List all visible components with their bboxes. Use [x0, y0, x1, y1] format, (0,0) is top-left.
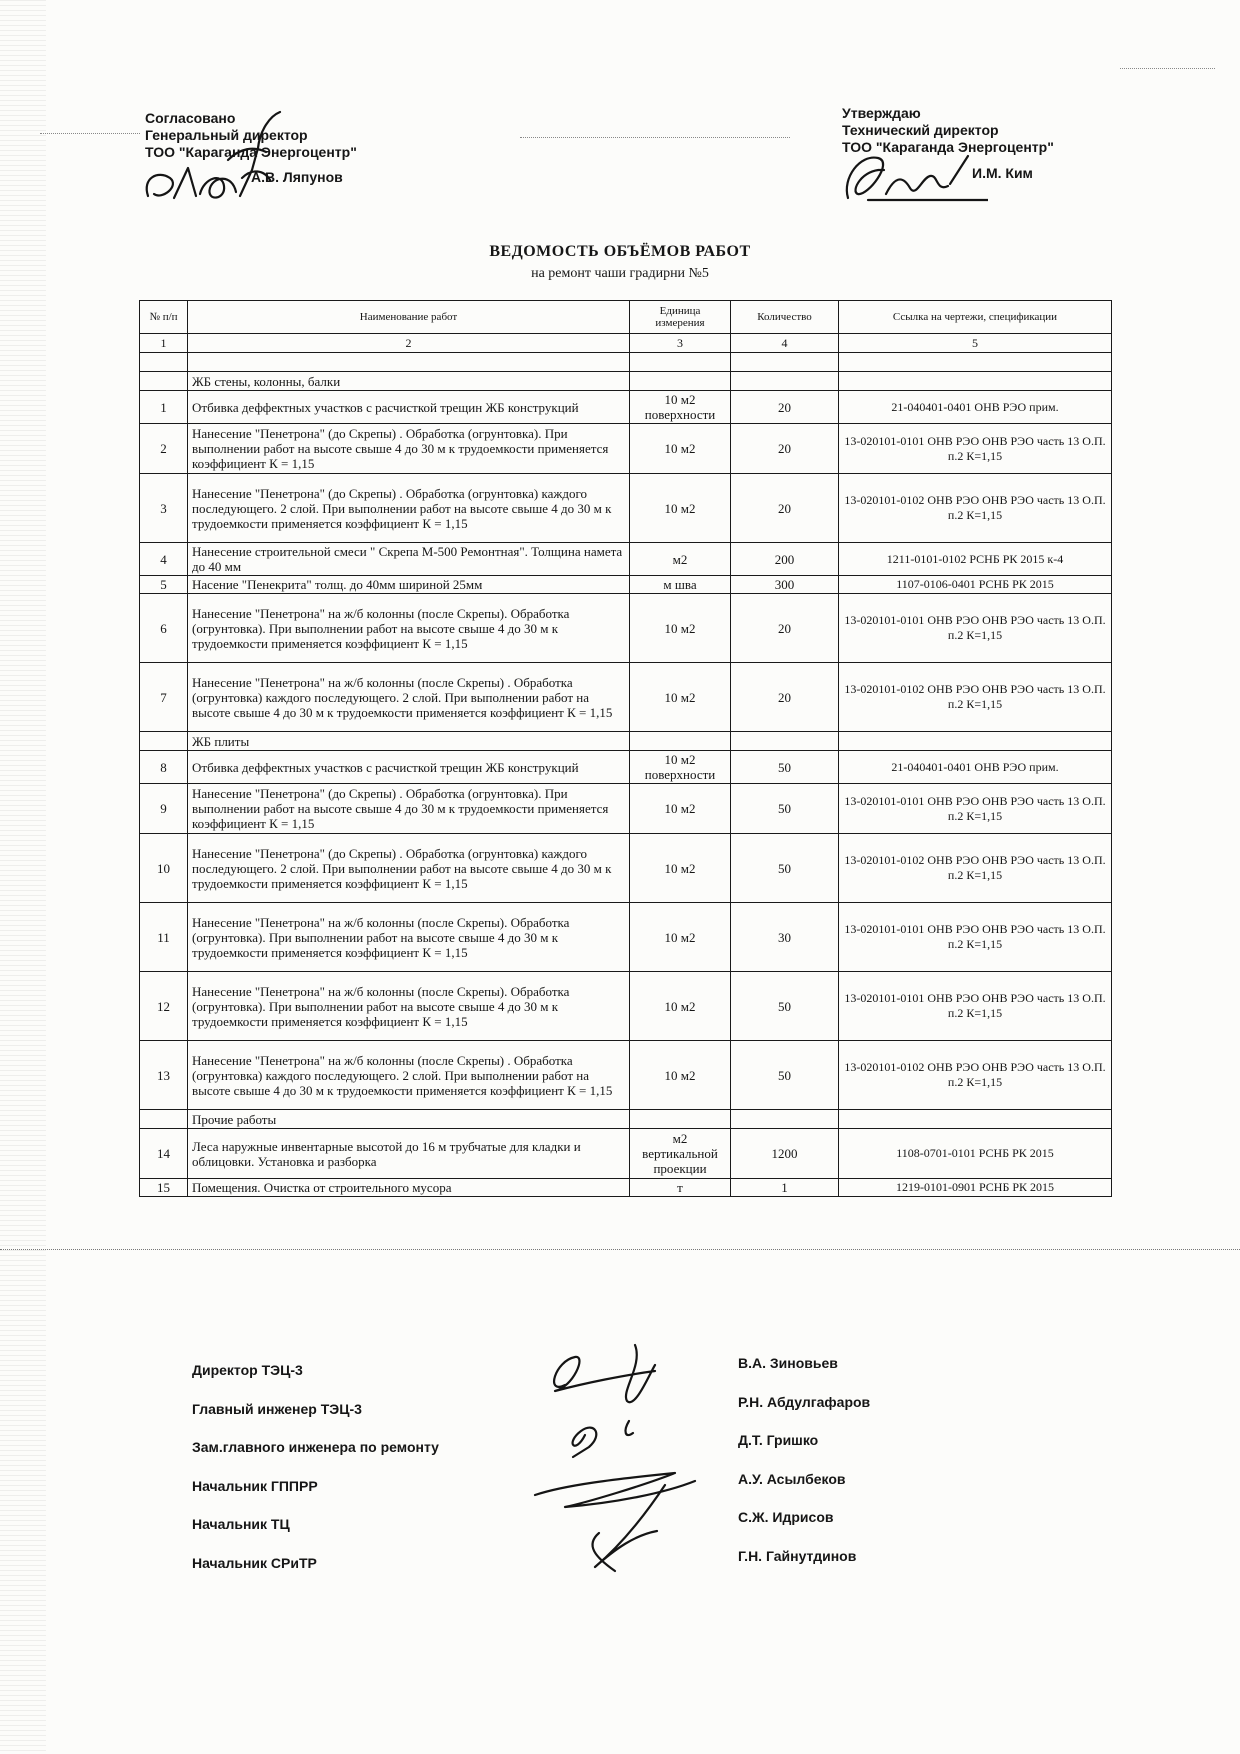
- work-name: Насение "Пенекрита" толщ. до 40мм шириной 25мм: [188, 576, 630, 594]
- unit-cell: 10 м2: [630, 972, 731, 1041]
- section-title: ЖБ плиты: [188, 732, 630, 751]
- reference-cell: 1108-0701-0101 РСНБ РК 2015: [839, 1129, 1112, 1179]
- scan-fold-line: [0, 1249, 1240, 1250]
- signatory-name: Р.Н. Абдулгафаров: [738, 1393, 871, 1410]
- table-row: [140, 576, 1112, 594]
- table-row: [140, 1179, 1112, 1197]
- table-row: [140, 391, 1112, 424]
- unit-cell: 10 м2: [630, 1041, 731, 1110]
- unit-cell: м2: [630, 543, 731, 576]
- row-number: 9: [140, 784, 188, 834]
- row-number: 8: [140, 751, 188, 784]
- header-ref: Ссылка на чертежи, спецификации: [839, 301, 1112, 334]
- work-name: Нанесение "Пенетрона" на ж/б колонны (после Скрепы). Обработка (огрунтовка). При выполнении работ на высоте свыше 4 до 30 м к трудоемкости применяется коэффициент К = 1,15: [188, 903, 630, 972]
- row-number: 1: [140, 391, 188, 424]
- row-number: 15: [140, 1179, 188, 1197]
- agreed-name: А.В. Ляпунов: [251, 169, 343, 185]
- quantity-cell: 50: [731, 972, 839, 1041]
- row-number: 11: [140, 903, 188, 972]
- work-name: Нанесение "Пенетрона" (до Скрепы) . Обработка (огрунтовка). При выполнении работ на высоте свыше 4 до 30 м к трудоемкости применяется коэффициент К = 1,15: [188, 424, 630, 474]
- header-unit: Единица измерения: [630, 301, 731, 334]
- signatory-position: Начальник СРиТР: [192, 1554, 317, 1571]
- works-table: [139, 300, 1112, 1197]
- work-name: Нанесение "Пенетрона" (до Скрепы) . Обработка (огрунтовка) каждого последующего. 2 слой. При выполнении работ на высоте свыше 4 до 30 м к трудоемкости применяется коэффициент К = 1,15: [188, 834, 630, 903]
- signatory-name: Д.Т. Гришко: [738, 1432, 819, 1448]
- table-row: [140, 834, 1112, 903]
- agreed-position: Генеральный директор: [145, 127, 308, 143]
- reference-cell: 13-020101-0101 ОНВ РЭО ОНВ РЭО часть 13 О.П. п.2 К=1,15: [839, 594, 1112, 663]
- reference-cell: 13-020101-0101 ОНВ РЭО ОНВ РЭО часть 13 О.П. п.2 К=1,15: [839, 903, 1112, 972]
- section-row: [140, 372, 1112, 391]
- row-number: 14: [140, 1129, 188, 1179]
- unit-cell: 10 м2 поверхности: [630, 751, 731, 784]
- reference-cell: 13-020101-0101 ОНВ РЭО ОНВ РЭО часть 13 О.П. п.2 К=1,15: [839, 972, 1112, 1041]
- table-row: [140, 594, 1112, 663]
- table-row: [140, 424, 1112, 474]
- quantity-cell: 20: [731, 391, 839, 424]
- header-no: № п/п: [140, 301, 188, 334]
- reference-cell: 13-020101-0102 ОНВ РЭО ОНВ РЭО часть 13 О.П. п.2 К=1,15: [839, 834, 1112, 903]
- section-row: [140, 732, 1112, 751]
- row-number: 4: [140, 543, 188, 576]
- header-dotted-line-right: [1120, 68, 1215, 69]
- quantity-cell: 20: [731, 663, 839, 732]
- work-name: Отбивка деффектных участков с расчисткой трещин ЖБ конструкций: [188, 391, 630, 424]
- agreed-label: Согласовано: [145, 110, 236, 126]
- reference-cell: 13-020101-0101 ОНВ РЭО ОНВ РЭО часть 13 О.П. п.2 К=1,15: [839, 784, 1112, 834]
- header-qty: Количество: [731, 301, 839, 334]
- unit-cell: 10 м2: [630, 663, 731, 732]
- approved-block: [842, 105, 1054, 182]
- column-number: 3: [630, 334, 731, 353]
- work-name: Помещения. Очистка от строительного мусора: [188, 1179, 630, 1197]
- unit-cell: 10 м2 поверхности: [630, 391, 731, 424]
- row-number: 5: [140, 576, 188, 594]
- signatory-name: Г.Н. Гайнутдинов: [738, 1547, 857, 1564]
- row-number: 2: [140, 424, 188, 474]
- section-title: ЖБ стены, колонны, балки: [188, 372, 630, 391]
- row-number: 7: [140, 663, 188, 732]
- quantity-cell: 30: [731, 903, 839, 972]
- spacer-row: [140, 353, 1112, 372]
- works-table-body: [140, 372, 1112, 1197]
- reference-cell: 13-020101-0102 ОНВ РЭО ОНВ РЭО часть 13 О.П. п.2 К=1,15: [839, 1041, 1112, 1110]
- table-row: [140, 903, 1112, 972]
- quantity-cell: 50: [731, 834, 839, 903]
- table-row: [140, 663, 1112, 732]
- quantity-cell: 50: [731, 751, 839, 784]
- work-name: Нанесение "Пенетрона" на ж/б колонны (после Скрепы). Обработка (огрунтовка). При выполнении работ на высоте свыше 4 до 30 м к трудоемкости применяется коэффициент К = 1,15: [188, 594, 630, 663]
- unit-cell: 10 м2: [630, 424, 731, 474]
- table-header-row: [140, 301, 1112, 334]
- reference-cell: 13-020101-0102 ОНВ РЭО ОНВ РЭО часть 13 О.П. п.2 К=1,15: [839, 474, 1112, 543]
- agreed-block: [145, 110, 357, 186]
- section-row: [140, 1110, 1112, 1129]
- reference-cell: 1107-0106-0401 РСНБ РК 2015: [839, 576, 1112, 594]
- reference-cell: 21-040401-0401 ОНВ РЭО прим.: [839, 751, 1112, 784]
- unit-cell: 10 м2: [630, 474, 731, 543]
- signatory-position: Зам.главного инженера по ремонту: [192, 1439, 439, 1455]
- header-name: Наименование работ: [188, 301, 630, 334]
- scan-edge-noise: [0, 0, 46, 1754]
- column-number: 2: [188, 334, 630, 353]
- approved-label: Утверждаю: [842, 105, 921, 121]
- quantity-cell: 20: [731, 424, 839, 474]
- signatory-name: А.У. Асылбеков: [738, 1470, 846, 1487]
- unit-cell: 10 м2: [630, 784, 731, 834]
- column-number-row: [140, 334, 1112, 353]
- column-number: 5: [839, 334, 1112, 353]
- signatory-name: С.Ж. Идрисов: [738, 1509, 834, 1525]
- unit-cell: 10 м2: [630, 834, 731, 903]
- signatory-position: Начальник ГППРР: [192, 1477, 318, 1494]
- unit-cell: 10 м2: [630, 594, 731, 663]
- quantity-cell: 20: [731, 594, 839, 663]
- unit-cell: м2 вертикальной проекции: [630, 1129, 731, 1179]
- reference-cell: 1211-0101-0102 РСНБ РК 2015 к-4: [839, 543, 1112, 576]
- work-name: Нанесение "Пенетрона" на ж/б колонны (после Скрепы) . Обработка (огрунтовка) каждого последующего. 2 слой. При выполнении работ на высоте свыше 4 до 30 м к трудоемкости применяется коэффициент К = 1,15: [188, 663, 630, 732]
- document-title: ВЕДОМОСТЬ ОБЪЁМОВ РАБОТ: [489, 243, 751, 260]
- row-number: 12: [140, 972, 188, 1041]
- row-number: 3: [140, 474, 188, 543]
- header-dotted-line-mid: [520, 137, 790, 138]
- work-name: Нанесение "Пенетрона" (до Скрепы) . Обработка (огрунтовка). При выполнении работ на высоте свыше 4 до 30 м к трудоемкости применяется коэффициент К = 1,15: [188, 784, 630, 834]
- work-name: Леса наружные инвентарные высотой до 16 м трубчатые для кладки и облицовки. Установка и разборка: [188, 1129, 630, 1179]
- unit-cell: т: [630, 1179, 731, 1197]
- quantity-cell: 1: [731, 1179, 839, 1197]
- approved-org: ТОО "Караганда Энергоцентр": [842, 139, 1054, 155]
- unit-cell: м шва: [630, 576, 731, 594]
- approved-position: Технический директор: [842, 122, 999, 138]
- quantity-cell: 50: [731, 784, 839, 834]
- document-subtitle: на ремонт чаши градирни №5: [531, 266, 709, 281]
- work-name: Нанесение "Пенетрона" (до Скрепы) . Обработка (огрунтовка) каждого последующего. 2 слой. При выполнении работ на высоте свыше 4 до 30 м к трудоемкости применяется коэффициент К = 1,15: [188, 474, 630, 543]
- table-row: [140, 543, 1112, 576]
- signatory-name: В.А. Зиновьев: [738, 1355, 838, 1371]
- signatory-position: Главный инженер ТЭЦ-3: [192, 1400, 362, 1417]
- work-name: Отбивка деффектных участков с расчисткой трещин ЖБ конструкций: [188, 751, 630, 784]
- signatories-signatures: [525, 1335, 735, 1585]
- column-number: 1: [140, 334, 188, 353]
- section-title: Прочие работы: [188, 1110, 630, 1129]
- row-number: 6: [140, 594, 188, 663]
- row-number: 10: [140, 834, 188, 903]
- signatory-position: Директор ТЭЦ-3: [192, 1362, 303, 1378]
- signatory-position: Начальник ТЦ: [192, 1516, 290, 1532]
- quantity-cell: 300: [731, 576, 839, 594]
- approved-name: И.М. Ким: [972, 165, 1033, 181]
- reference-cell: 13-020101-0102 ОНВ РЭО ОНВ РЭО часть 13 О.П. п.2 К=1,15: [839, 663, 1112, 732]
- table-row: [140, 474, 1112, 543]
- reference-cell: 1219-0101-0901 РСНБ РК 2015: [839, 1179, 1112, 1197]
- table-row: [140, 751, 1112, 784]
- work-name: Нанесение строительной смеси " Скрепа М-500 Ремонтная". Толщина намета до 40 мм: [188, 543, 630, 576]
- agreed-org: ТОО "Караганда Энергоцентр": [145, 144, 357, 160]
- unit-cell: 10 м2: [630, 903, 731, 972]
- table-row: [140, 1041, 1112, 1110]
- header-dotted-line: [40, 133, 140, 134]
- quantity-cell: 1200: [731, 1129, 839, 1179]
- reference-cell: 13-020101-0101 ОНВ РЭО ОНВ РЭО часть 13 О.П. п.2 К=1,15: [839, 424, 1112, 474]
- table-row: [140, 784, 1112, 834]
- quantity-cell: 200: [731, 543, 839, 576]
- quantity-cell: 50: [731, 1041, 839, 1110]
- work-name: Нанесение "Пенетрона" на ж/б колонны (после Скрепы). Обработка (огрунтовка). При выполнении работ на высоте свыше 4 до 30 м к трудоемкости применяется коэффициент К = 1,15: [188, 972, 630, 1041]
- quantity-cell: 20: [731, 474, 839, 543]
- column-number: 4: [731, 334, 839, 353]
- work-name: Нанесение "Пенетрона" на ж/б колонны (после Скрепы) . Обработка (огрунтовка) каждого последующего. 2 слой. При выполнении работ на высоте свыше 4 до 30 м к трудоемкости применяется коэффициент К = 1,15: [188, 1041, 630, 1110]
- table-row: [140, 972, 1112, 1041]
- reference-cell: 21-040401-0401 ОНВ РЭО прим.: [839, 391, 1112, 424]
- row-number: 13: [140, 1041, 188, 1110]
- table-row: [140, 1129, 1112, 1179]
